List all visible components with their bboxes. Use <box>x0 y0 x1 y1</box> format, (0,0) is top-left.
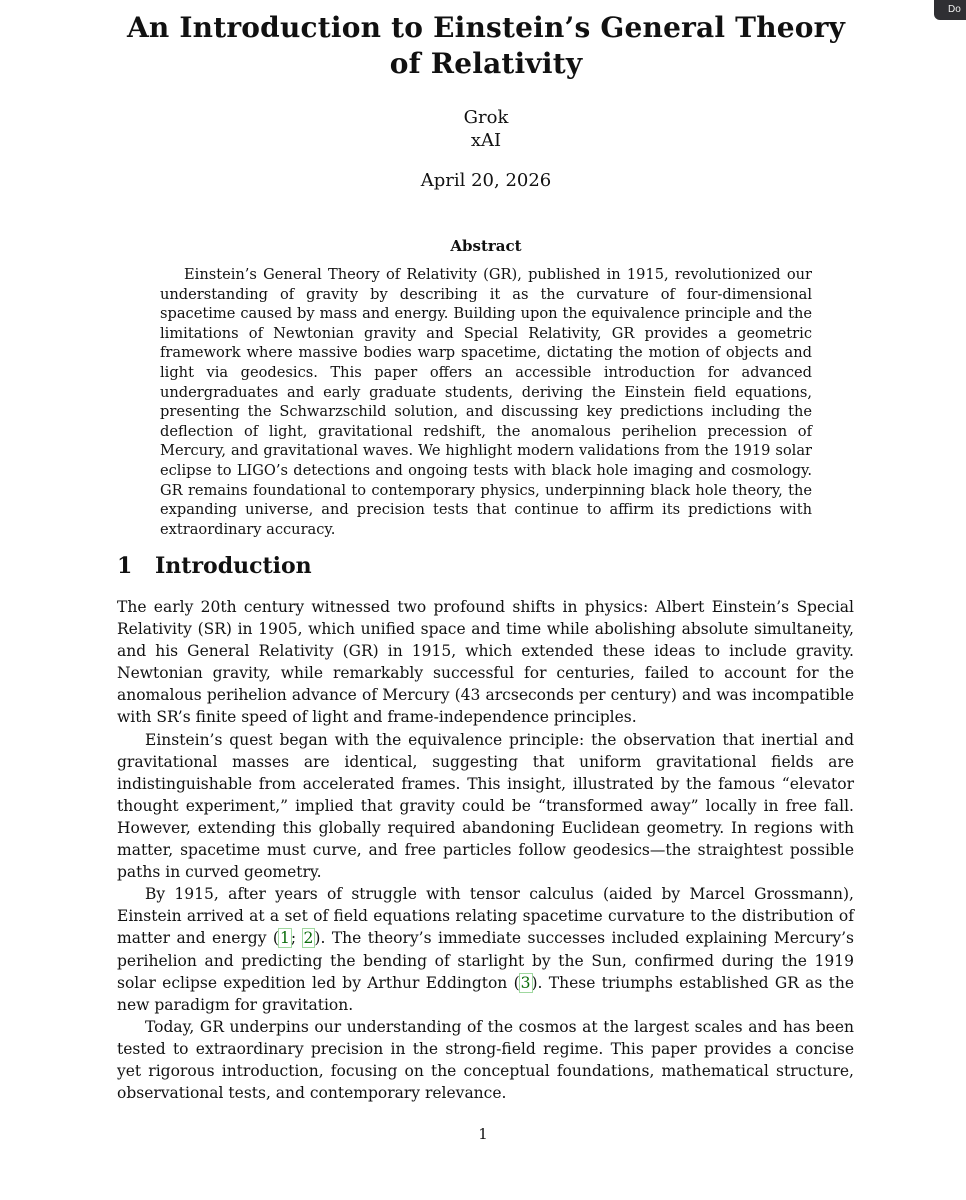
abstract-body: Einstein’s General Theory of Relativity (GR), published in 1915, revolutionized our understanding of gravity by describing it as the curvature of four-dimensional spacetime caused by mass and energy. Building upon the equivalence principle and the limitations of Newtonian gravity and Special Relativity, GR provides a geometric framework where massive bodies warp spacetime, dictating the motion of objects and light via geodesics. This paper offers an accessible introduction for advanced undergraduates and early graduate students, deriving the Einstein field equations, presenting the Schwarzschild solution, and discussing key predictions including the deflection of light, gravitational redshift, the anomalous perihelion precession of Mercury, and gravitational waves. We highlight modern validations from the 1919 solar eclipse to LIGO’s detections and ongoing tests with black hole imaging and cosmology. GR remains foundational to contemporary physics, underpinning black hole theory, the expanding universe, and precision tests that continue to affirm its predictions with extraordinary accuracy. <box>160 266 812 538</box>
intro-p3-text-1: By 1915, after years of struggle with tensor calculus (aided by Marcel Grossmann), Einstein arrived at a set of field equations relating spacetime curvature to the distribution of matter and energy ( <box>117 885 854 948</box>
intro-paragraph-1: The early 20th century witnessed two profound shifts in physics: Albert Einstein’s Special Relativity (SR) in 1905, which unified space and time while abolishing absolute simultaneity, and his General Relativity (GR) in 1915, which extended these ideas to include gravity. Newtonian gravity, while remarkably successful for centuries, failed to account for the anomalous perihelion advance of Mercury (43 arcseconds per century) and was incompatible with SR’s finite speed of light and frame-independence principles. <box>117 598 854 727</box>
page-number: 1 <box>478 1125 488 1143</box>
section-heading <box>117 551 312 581</box>
intro-paragraph-2: Einstein’s quest began with the equivalence principle: the observation that inertial and gravitational masses are identical, suggesting that uniform gravitational fields are indistinguishable from accelerated frames. This insight, illustrated by the famous “elevator thought experiment,” implied that gravity could be “transformed away” locally in free fall. However, extending this globally required abandoning Euclidean geometry. In regions with matter, spacetime must curve, and free particles follow geodesics—the straightest possible paths in curved geometry. <box>117 730 854 882</box>
abstract-heading: Abstract <box>450 237 522 255</box>
citation-link-1[interactable]: 1 <box>279 929 290 948</box>
intro-p3-text-2: ). The theory’s immediate successes included explaining Mercury’s perihelion and predicting the bending of starlight by the Sun, confirmed during the 1919 solar eclipse expedition led by Arthur Eddington ( <box>117 929 854 992</box>
paper-date: April 20, 2026 <box>420 170 552 191</box>
intro-paragraph-4: Today, GR underpins our understanding of the cosmos at the largest scales and has been tested to extraordinary precision in the strong-field regime. This paper provides a concise yet rigorous introduction, focusing on the conceptual foundations, mathematical structure, observational tests, and contemporary relevance. <box>117 1017 854 1103</box>
section-number: 1 <box>117 553 133 579</box>
introduction-body <box>117 596 854 1104</box>
section-title: Introduction <box>155 553 312 579</box>
intro-p3-text-3: ). These triumphs established GR as the new paradigm for gravitation. <box>117 973 855 1014</box>
author-name: Grok <box>463 107 509 128</box>
citation-link-2[interactable]: 2 <box>303 929 314 948</box>
paper-title: An Introduction to Einstein’s General Theory of Relativity <box>126 11 846 80</box>
author-affiliation: xAI <box>470 130 502 151</box>
citation-link-3[interactable]: 3 <box>520 973 531 992</box>
intro-paragraph-3 <box>117 883 854 1016</box>
corner-badge[interactable]: Do <box>934 0 966 20</box>
citation-separator: ; <box>290 929 303 948</box>
